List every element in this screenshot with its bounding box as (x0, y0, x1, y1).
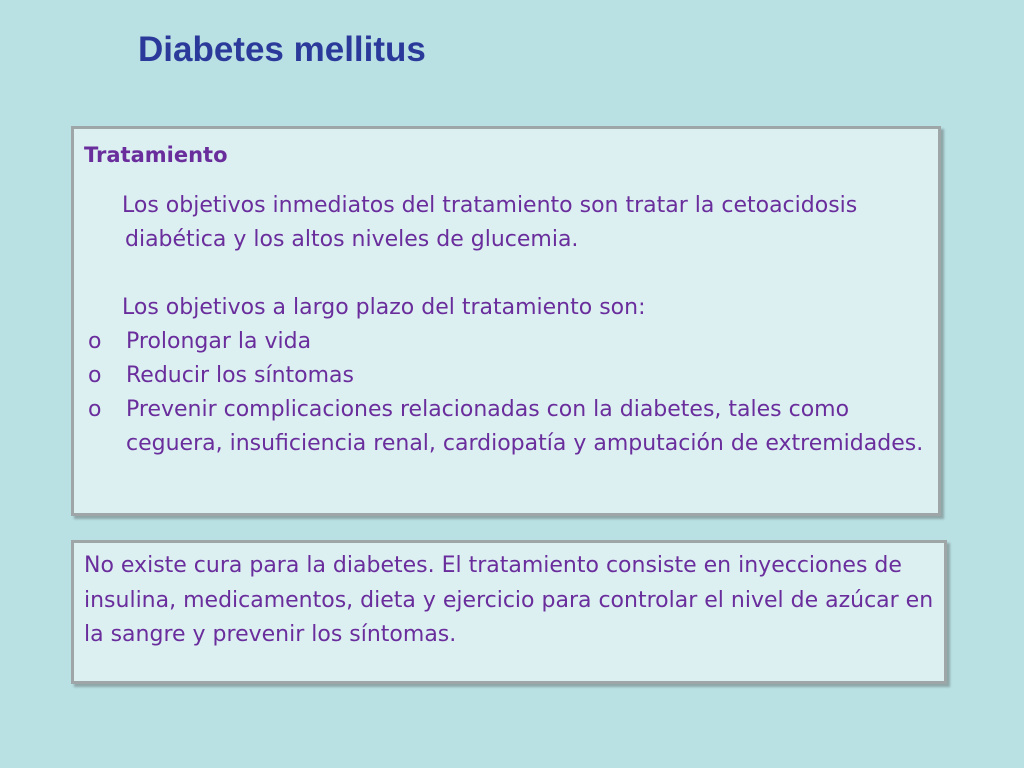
treatment-heading: Tratamiento (84, 143, 228, 167)
list-item-text: Prevenir complicaciones relacionadas con la diabetes, tales como ceguera, insuficiencia renal, cardiopatía y amputación de extremidades. (126, 397, 924, 456)
list-item-text: Reducir los síntomas (126, 363, 354, 388)
circle-bullet-icon: o (88, 397, 102, 422)
long-term-goals-paragraph: Los objetivos a largo plazo del tratamiento son: (122, 295, 646, 320)
circle-bullet-icon: o (88, 329, 102, 354)
treatment-panel (71, 126, 941, 516)
list-item (84, 393, 926, 461)
list-item (84, 325, 926, 359)
long-term-goals-list (84, 325, 926, 461)
no-cure-note-panel (71, 540, 947, 684)
slide-title: Diabetes mellitus (138, 30, 426, 69)
no-cure-note-text: No existe cura para la diabetes. El tratamiento consiste en inyecciones de insulina, medicamentos, dieta y ejercicio para controlar el nivel de azúcar en la sangre y prevenir los síntomas. (84, 553, 934, 647)
list-item-text: Prolongar la vida (126, 329, 312, 354)
immediate-goals-paragraph: Los objetivos inmediatos del tratamiento son tratar la cetoacidosis diabética y los altos niveles de glucemia. (122, 193, 858, 252)
circle-bullet-icon: o (88, 363, 102, 388)
list-item (84, 359, 926, 393)
